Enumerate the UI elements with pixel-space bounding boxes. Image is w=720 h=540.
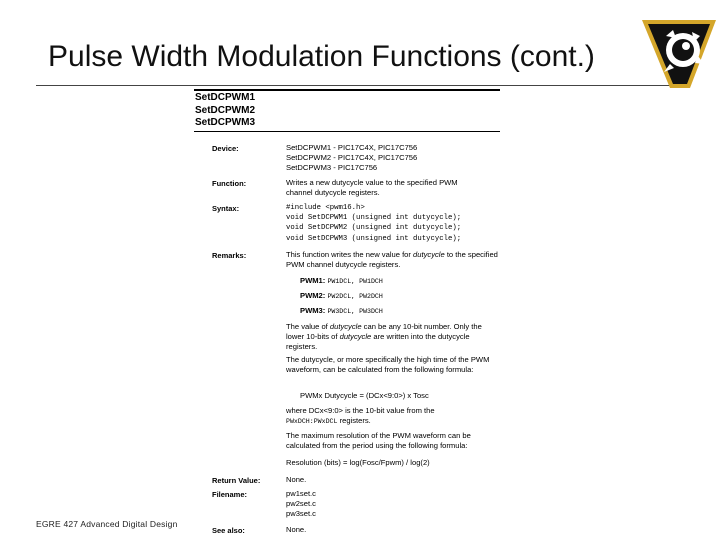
title-divider bbox=[36, 85, 676, 86]
top-rule bbox=[194, 89, 500, 91]
dutycycle-range-text: The value of dutycycle can be any 10-bit number. Only the lower 10-bits of dutycycle are written into the dutycycle registers. bbox=[286, 322, 482, 351]
names-rule bbox=[194, 131, 500, 132]
filename-list: pw1set.c pw2set.c pw3set.c bbox=[286, 489, 316, 518]
function-name: SetDCPWM3 bbox=[195, 117, 256, 128]
syntax-label: Syntax: bbox=[212, 204, 240, 213]
pwm3-registers: PWM3: PW3DCL, PW3DCH bbox=[300, 306, 383, 315]
function-name: SetDCPWM1 bbox=[195, 92, 256, 103]
university-logo-icon bbox=[640, 16, 718, 90]
resolution-formula: Resolution (bits) = log(Fosc/Fpwm) / log(2) bbox=[286, 458, 430, 467]
see-also-value: None. bbox=[286, 525, 307, 534]
function-reference-page bbox=[192, 88, 504, 540]
dutycycle-calc-text: The dutycycle, or more specifically the high time of the PWM waveform, can be calculated from the following formula: bbox=[286, 355, 490, 374]
device-value: SetDCPWM1 - PIC17C4X, PIC17C756 SetDCPWM2 - PIC17C4X, PIC17C756 SetDCPWM3 - PIC17C756 bbox=[286, 143, 418, 172]
function-name: SetDCPWM2 bbox=[195, 104, 256, 116]
slide-title: Pulse Width Modulation Functions (cont.) bbox=[48, 40, 595, 73]
resolution-text: The maximum resolution of the PWM waveform can be calculated from the period using the following formula: bbox=[286, 431, 471, 450]
syntax-code: #include <pwm16.h> void SetDCPWM1 (unsigned int dutycycle); void SetDCPWM2 (unsigned int dutycycle); void SetDCPWM3 (unsigned int dutycycle); bbox=[286, 204, 462, 243]
return-value: None. bbox=[286, 475, 307, 484]
footer-course-name: EGRE 427 Advanced Digital Design bbox=[36, 519, 178, 529]
device-label: Device: bbox=[212, 144, 239, 153]
dutycycle-formula: PWMx Dutycycle = (DCx<9:0>) x Tosc bbox=[300, 391, 429, 400]
pwm2-registers: PWM2: PW2DCL, PW2DCH bbox=[300, 291, 383, 300]
see-also-label: See also: bbox=[212, 526, 245, 535]
remarks-intro: This function writes the new value for dutycycle to the specified PWM channel dutycycle registers. bbox=[286, 250, 498, 269]
pwm1-registers: PWM1: PW1DCL, PW1DCH bbox=[300, 276, 383, 285]
formula-where-text: where DCx<9:0> is the 10-bit value from the PWxDCH:PWxDCL registers. bbox=[286, 406, 435, 425]
remarks-label: Remarks: bbox=[212, 251, 247, 260]
filename-label: Filename: bbox=[212, 490, 248, 499]
return-value-label: Return Value: bbox=[212, 476, 261, 485]
function-description: Writes a new dutycycle value to the specified PWM channel dutycycle registers. bbox=[286, 178, 458, 197]
function-name-list bbox=[195, 92, 255, 130]
function-label: Function: bbox=[212, 179, 247, 188]
